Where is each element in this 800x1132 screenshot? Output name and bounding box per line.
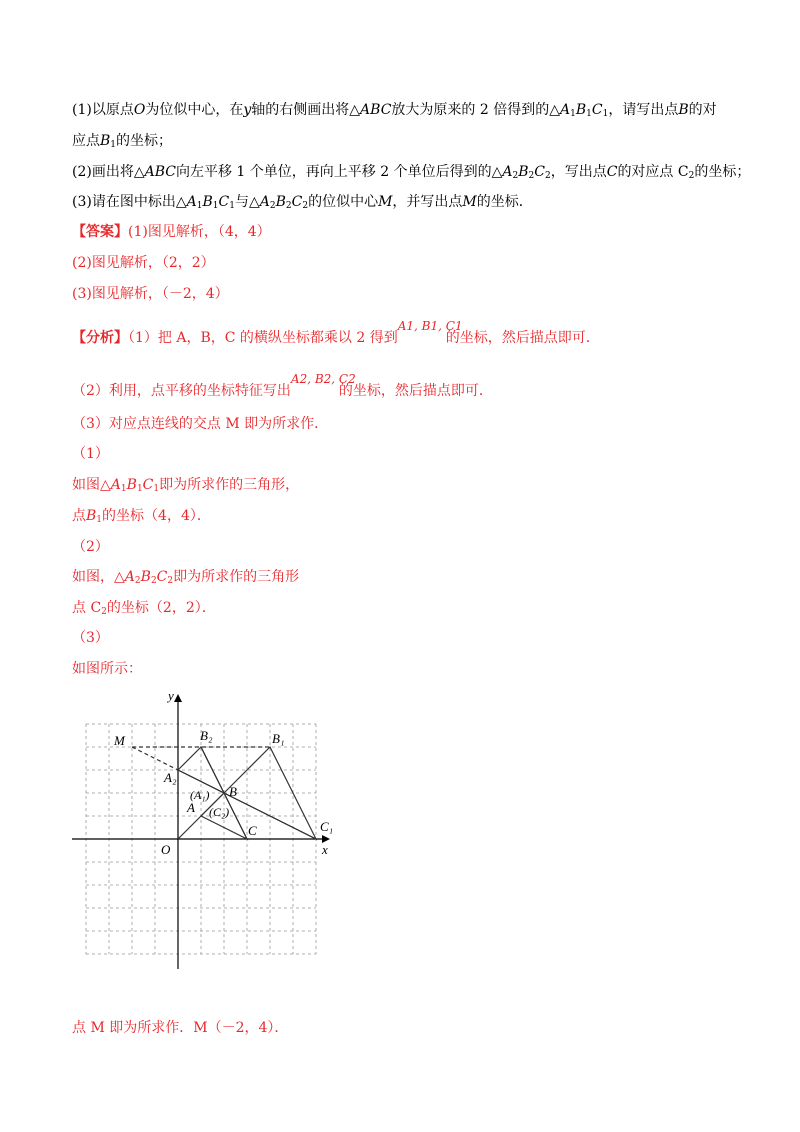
figure-svg	[72, 686, 342, 976]
solution-part-3: （3）	[72, 630, 109, 646]
solution-1-line-2: 点$B_1$的坐标（4，4）．	[72, 508, 211, 525]
label-a2: A₂	[164, 770, 177, 785]
symbol-a2-b2-c2: A2, B2, C2	[290, 372, 356, 386]
label-b: B	[229, 784, 237, 799]
question-2: (2)画出将△ABC向左平移 1 个单位，再向上平移 2 个单位后得到的$\triangle A_2B_2C_2$，写出点C的对应点 $C_2$的坐标；	[72, 164, 751, 181]
final-answer: 点 M 即为所求作．M（－2，4）．	[72, 1020, 289, 1036]
solution-3-line: 如图所示：	[72, 661, 142, 677]
label-x: x	[322, 842, 328, 857]
label-c2: (C₂)	[209, 805, 230, 819]
label-b1: B₁	[272, 731, 285, 746]
answer-2: (2)图见解析，（2，2）	[72, 255, 215, 271]
label-y: y	[168, 688, 174, 703]
answer-3: (3)图见解析，（－2，4）	[72, 286, 229, 302]
symbol-a1-b1-c1: A1, B1, C1	[397, 319, 463, 333]
y-axis-arrow	[174, 694, 182, 702]
label-c1: C₁	[320, 819, 334, 834]
solution-1-line-1: 如图$\triangle A_1B_1C_1$即为所求作的三角形，	[72, 477, 300, 494]
solution-2-line-2: 点 $C_2$的坐标（2，2）．	[72, 600, 216, 617]
question-1-line-1: (1)以原点O为位似中心，在y轴的右侧画出将△ABC放大为原来的 2 倍得到的$\triangle A_1B_1C_1$，请写出点B的对	[72, 102, 717, 119]
analysis-1: 【分析】（1）把 A，B，C 的横纵坐标都乘以 2 得到 A1, B1, C1 的坐标，然后描点即可．	[72, 320, 600, 348]
label-a1: (A₁)	[190, 788, 210, 802]
label-m: M	[114, 733, 125, 748]
answer-1: 【答案】(1)图见解析，（4，4）	[72, 224, 271, 240]
analysis-3: （3）对应点连线的交点 M 即为所求作．	[72, 416, 329, 432]
label-o: O	[161, 842, 171, 857]
label-a: A	[187, 800, 195, 815]
question-3: (3)请在图中标出$\triangle A_1B_1C_1$与$\triangle A_2B_2C_2$的位似中心M，并写出点M的坐标．	[72, 194, 533, 211]
solution-part-1: （1）	[72, 446, 109, 462]
label-c: C	[248, 823, 257, 838]
coordinate-figure	[72, 686, 342, 980]
label-b2: B₂	[200, 728, 213, 743]
analysis-2: （2）利用，点平移的坐标特征写出 A2, B2, C2 的坐标，然后描点即可．	[72, 373, 493, 401]
solution-2-line-1: 如图，$\triangle A_2B_2C_2$即为所求作的三角形	[72, 569, 300, 586]
solution-part-2: （2）	[72, 539, 109, 555]
question-1-line-2: 应点$B_1$的坐标；	[72, 133, 173, 150]
